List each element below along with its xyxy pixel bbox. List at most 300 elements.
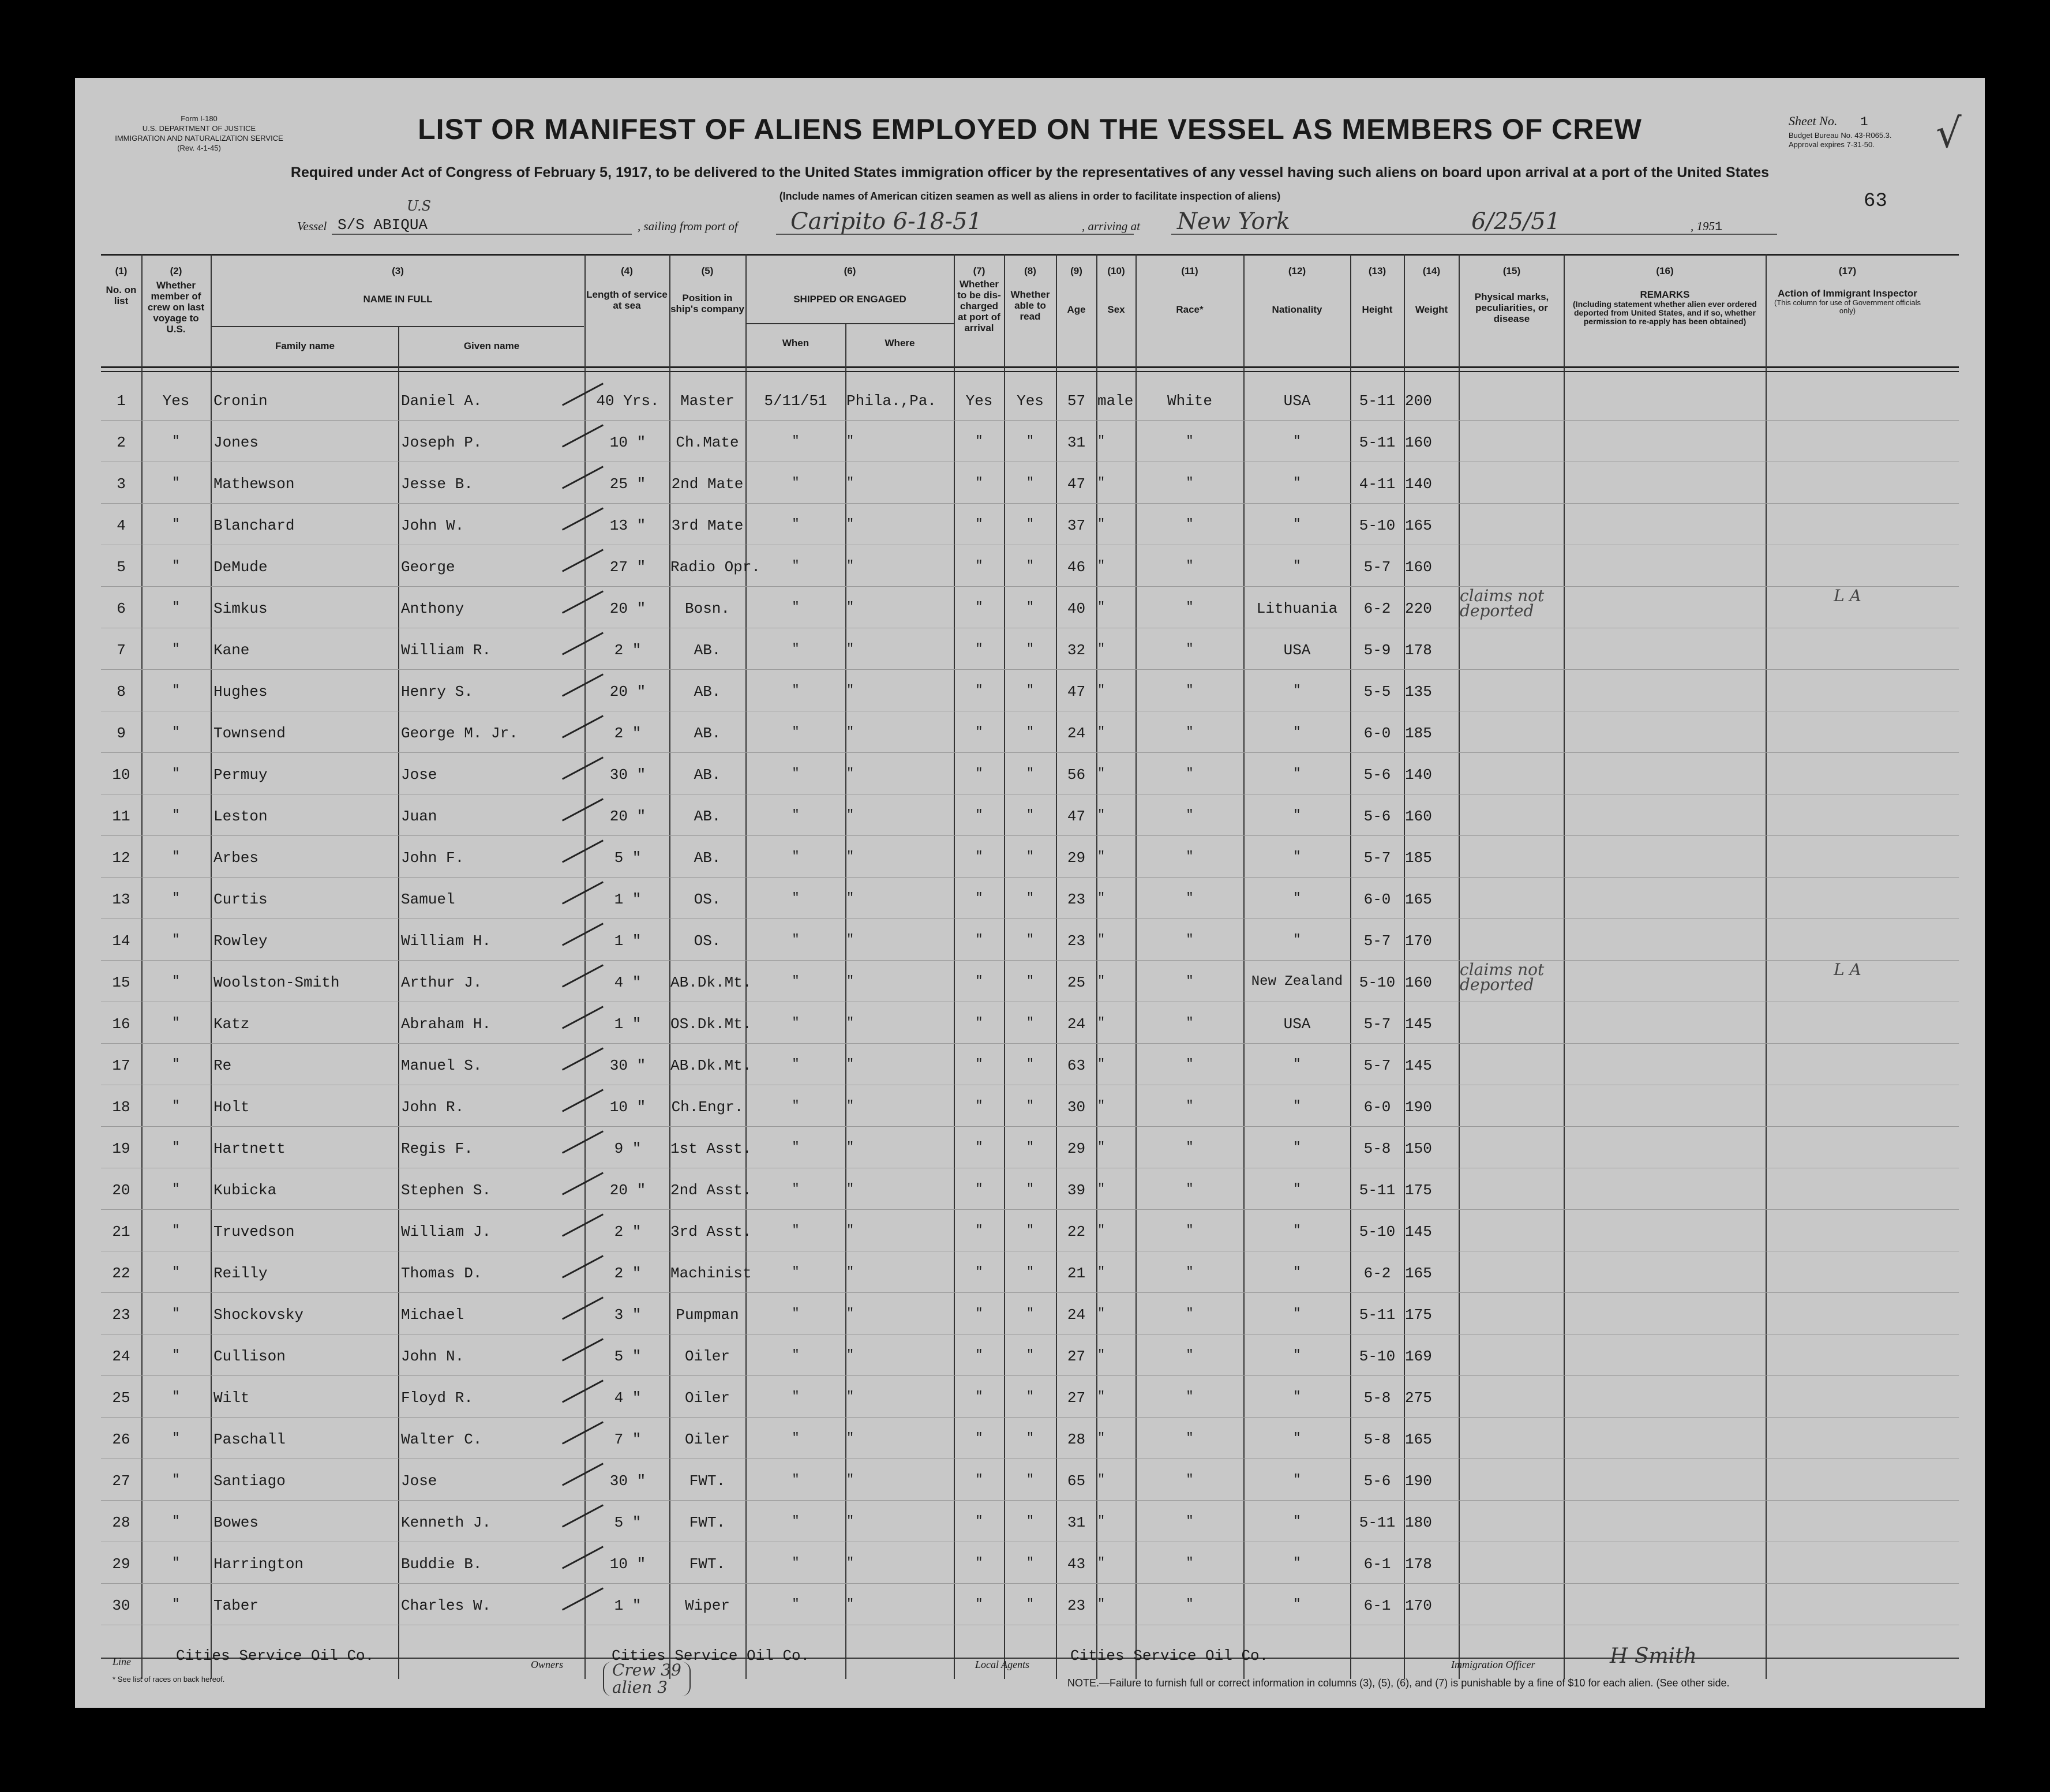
- cell-read: ": [1026, 849, 1035, 864]
- cell-nat: ": [1293, 1140, 1301, 1154]
- cell-nat: ": [1293, 1099, 1301, 1113]
- cell-race: ": [1186, 1140, 1194, 1154]
- cell-read: ": [1026, 932, 1035, 947]
- cell-when: ": [792, 1265, 800, 1279]
- cell-disch: ": [975, 1348, 983, 1362]
- cell-nat: New Zealand: [1251, 974, 1343, 989]
- cell-nat: ": [1293, 683, 1301, 698]
- cell-height: 5-6: [1363, 1472, 1391, 1490]
- cell-height: 5-10: [1359, 1223, 1396, 1240]
- cell-height: 5-6: [1363, 766, 1391, 783]
- row-rule: [101, 835, 1959, 836]
- cell-age: 47: [1067, 808, 1086, 825]
- cell-when: ": [792, 434, 800, 448]
- cell-family: Blanchard: [213, 517, 295, 534]
- cell-service: 2 ": [614, 725, 642, 742]
- cell-nat: ": [1293, 1057, 1301, 1071]
- cell-given: Walter C.: [401, 1431, 482, 1448]
- cell-family: Re: [213, 1057, 232, 1074]
- cell-read: ": [1026, 891, 1035, 905]
- header-col-16-num: (16): [1656, 265, 1674, 276]
- cell-age: 23: [1067, 891, 1086, 908]
- cell-weight: 160: [1405, 558, 1432, 576]
- header-col-11-num: (11): [1181, 265, 1198, 276]
- officer-signature: H Smith: [1610, 1644, 1697, 1668]
- cell-disch: ": [975, 475, 983, 490]
- header-col-12: [1245, 265, 1350, 315]
- cell-weight: 170: [1405, 1597, 1432, 1614]
- cell-no: 22: [112, 1265, 130, 1282]
- cell-given: Jose: [401, 766, 437, 783]
- cell-age: 63: [1067, 1057, 1086, 1074]
- cell-read: ": [1026, 766, 1035, 781]
- header-col-4-num: (4): [621, 265, 633, 276]
- cell-race: ": [1186, 1057, 1194, 1071]
- cell-family: Shockovsky: [213, 1306, 304, 1324]
- cell-height: 5-8: [1363, 1389, 1391, 1407]
- cell-where: ": [846, 1514, 855, 1528]
- cell-age: 22: [1067, 1223, 1086, 1240]
- cell-nat: ": [1293, 1182, 1301, 1196]
- cell-nat: ": [1293, 1223, 1301, 1238]
- cell-disch: ": [975, 1514, 983, 1528]
- cell-age: 29: [1067, 1140, 1086, 1157]
- cell-when: ": [792, 1472, 800, 1487]
- cell-age: 46: [1067, 558, 1086, 576]
- cell-where: ": [846, 683, 855, 698]
- cell-when: ": [792, 891, 800, 905]
- cell-prev: ": [172, 683, 180, 698]
- cell-age: 56: [1067, 766, 1086, 783]
- row-rule: [101, 1043, 1959, 1044]
- cell-age: 24: [1067, 1306, 1086, 1324]
- header-when: When: [782, 338, 809, 348]
- cell-race: White: [1167, 392, 1212, 410]
- cell-where: ": [846, 600, 855, 614]
- cell-where: ": [846, 808, 855, 822]
- cell-disch: ": [975, 974, 983, 988]
- cell-age: 30: [1067, 1099, 1086, 1116]
- cell-position: 3rd Asst.: [670, 1223, 752, 1240]
- cell-prev: Yes: [162, 392, 190, 410]
- cell-when: 5/11/51: [764, 392, 827, 410]
- cell-when: ": [792, 1015, 800, 1030]
- cell-age: 43: [1067, 1555, 1086, 1573]
- cell-nat: ": [1293, 1348, 1301, 1362]
- cell-service: 5 ": [614, 1514, 642, 1531]
- cell-given: Stephen S.: [401, 1182, 492, 1199]
- cell-race: ": [1186, 434, 1194, 448]
- cell-service: 25 ": [609, 475, 646, 493]
- cell-weight: 190: [1405, 1472, 1432, 1490]
- header-col-13: [1351, 265, 1403, 315]
- cell-sex: ": [1097, 434, 1105, 448]
- cell-read: ": [1026, 1389, 1035, 1404]
- cell-given: John R.: [401, 1099, 464, 1116]
- cell-weight: 180: [1405, 1514, 1432, 1531]
- cell-prev: ": [172, 1140, 180, 1154]
- cell-where: ": [846, 725, 855, 739]
- cell-read: ": [1026, 642, 1035, 656]
- cell-disch: ": [975, 642, 983, 656]
- cell-nat: ": [1293, 1306, 1301, 1321]
- row-rule: [101, 586, 1959, 587]
- cell-given: Joseph P.: [401, 434, 482, 451]
- cell-disch: ": [975, 683, 983, 698]
- cell-disch: ": [975, 517, 983, 531]
- cell-where: ": [846, 475, 855, 490]
- cell-weight: 145: [1405, 1015, 1432, 1033]
- cell-disch: ": [975, 600, 983, 614]
- header-col-15-num: (15): [1502, 265, 1521, 276]
- cell-position: Oiler: [684, 1389, 730, 1407]
- cell-disch: ": [975, 891, 983, 905]
- cell-service: 2 ": [614, 1223, 642, 1240]
- cell-sex: ": [1097, 475, 1105, 490]
- cell-given: Michael: [401, 1306, 464, 1324]
- cell-no: 20: [112, 1182, 130, 1199]
- header-col-2-text: Whether member of crew on last voyage to U.S.: [147, 280, 205, 335]
- cell-disch: ": [975, 558, 983, 573]
- cell-no: 19: [112, 1140, 130, 1157]
- cell-height: 5-9: [1363, 642, 1391, 659]
- cell-service: 27 ": [609, 558, 646, 576]
- cell-disch: ": [975, 1099, 983, 1113]
- cell-weight: 140: [1405, 475, 1432, 493]
- cell-age: 47: [1067, 683, 1086, 700]
- cell-position: OS.: [694, 932, 721, 950]
- cell-weight: 165: [1405, 891, 1432, 908]
- cell-race: ": [1186, 600, 1194, 614]
- alien-count: alien 3: [612, 1678, 668, 1697]
- cell-when: ": [792, 1514, 800, 1528]
- crew-count: Crew 39: [612, 1660, 681, 1679]
- cell-race: ": [1186, 974, 1194, 988]
- cell-no: 9: [117, 725, 126, 742]
- cell-disch: Yes: [965, 392, 993, 410]
- line-label: Line: [113, 1656, 132, 1667]
- header-col-15: [1460, 265, 1564, 324]
- year-prefix: , 195: [1691, 219, 1715, 233]
- header-col-3: [212, 265, 584, 305]
- cell-service: 30 ": [609, 1472, 646, 1490]
- cell-marks: claims not deported: [1460, 586, 1545, 620]
- cell-sex: ": [1097, 891, 1105, 905]
- cell-read: ": [1026, 1514, 1035, 1528]
- cell-prev: ": [172, 725, 180, 739]
- cell-position: Machinist: [670, 1265, 752, 1282]
- row-rule: [101, 960, 1959, 961]
- header-col-7: [955, 265, 1003, 333]
- cell-weight: 165: [1405, 1265, 1432, 1282]
- cell-weight: 175: [1405, 1306, 1432, 1324]
- row-rule: [101, 420, 1959, 421]
- cell-no: 21: [112, 1223, 130, 1240]
- form-number: Form I-180: [181, 114, 218, 123]
- cell-height: 5-7: [1363, 932, 1391, 950]
- header-col-4-text: Length of service at sea: [586, 289, 668, 311]
- cell-disch: ": [975, 1140, 983, 1154]
- cell-when: ": [792, 1597, 800, 1611]
- cell-nat: ": [1293, 932, 1301, 947]
- cell-position: Master: [680, 392, 734, 410]
- cell-family: Paschall: [213, 1431, 286, 1448]
- cell-position: Oiler: [684, 1348, 730, 1365]
- cell-prev: ": [172, 1306, 180, 1321]
- header-col-8-num: (8): [1024, 265, 1036, 276]
- cell-no: 15: [112, 974, 130, 991]
- cell-sex: ": [1097, 1514, 1105, 1528]
- cell-race: ": [1186, 1015, 1194, 1030]
- cell-when: ": [792, 974, 800, 988]
- cell-race: ": [1186, 1099, 1194, 1113]
- cell-nat: ": [1293, 808, 1301, 822]
- cell-read: ": [1026, 1182, 1035, 1196]
- cell-nat: USA: [1283, 392, 1311, 410]
- cell-no: 29: [112, 1555, 130, 1573]
- cell-given: John N.: [401, 1348, 464, 1365]
- cell-read: ": [1026, 1265, 1035, 1279]
- cell-where: ": [846, 558, 855, 573]
- cell-where: ": [846, 974, 855, 988]
- cell-no: 27: [112, 1472, 130, 1490]
- cell-height: 6-0: [1363, 725, 1391, 742]
- header-col-16: [1565, 265, 1765, 326]
- sailing-label: , sailing from port of: [638, 219, 738, 233]
- cell-prev: ": [172, 517, 180, 531]
- cell-weight: 165: [1405, 517, 1432, 534]
- cell-weight: 170: [1405, 932, 1432, 950]
- cell-service: 10 ": [609, 1555, 646, 1573]
- cell-sex: ": [1097, 1140, 1105, 1154]
- cell-action: L A: [1834, 586, 1861, 605]
- cell-service: 4 ": [614, 974, 642, 991]
- cell-family: Holt: [213, 1099, 250, 1116]
- cell-where: Phila.,Pa.: [846, 392, 937, 410]
- cell-height: 5-11: [1359, 1306, 1396, 1324]
- cell-height: 5-10: [1359, 1348, 1396, 1365]
- cell-weight: 150: [1405, 1140, 1432, 1157]
- cell-given: Buddie B.: [401, 1555, 482, 1573]
- cell-position: Pumpman: [676, 1306, 739, 1324]
- cell-position: FWT.: [689, 1472, 726, 1490]
- cell-age: 57: [1067, 392, 1086, 410]
- cell-no: 11: [112, 808, 130, 825]
- cell-disch: ": [975, 1265, 983, 1279]
- cell-nat: ": [1293, 1514, 1301, 1528]
- cell-nat: ": [1293, 1472, 1301, 1487]
- cell-action: L A: [1834, 960, 1861, 979]
- cell-no: 8: [117, 683, 126, 700]
- cell-position: Ch.Mate: [676, 434, 739, 451]
- cell-race: ": [1186, 642, 1194, 656]
- cell-service: 13 ": [609, 517, 646, 534]
- cell-height: 6-0: [1363, 891, 1391, 908]
- cell-nat: ": [1293, 891, 1301, 905]
- cell-sex: ": [1097, 1597, 1105, 1611]
- cell-no: 24: [112, 1348, 130, 1365]
- cell-no: 12: [112, 849, 130, 867]
- header-col-14-text: Weight: [1415, 304, 1448, 315]
- cell-weight: 190: [1405, 1099, 1432, 1116]
- cell-no: 1: [117, 392, 126, 410]
- cell-disch: ": [975, 1431, 983, 1445]
- cell-nat: ": [1293, 1555, 1301, 1570]
- cell-where: ": [846, 1389, 855, 1404]
- header-col-13-text: Height: [1362, 304, 1393, 315]
- header-col-14: [1405, 265, 1458, 315]
- cell-height: 5-11: [1359, 1182, 1396, 1199]
- header-col-12-text: Nationality: [1272, 304, 1322, 315]
- row-rule: [101, 1500, 1959, 1501]
- cell-read: ": [1026, 1057, 1035, 1071]
- cell-prev: ": [172, 1348, 180, 1362]
- fine-note-text: —Failure to furnish full or correct information in columns (3), (5), (6), and (7) is punishable by a fine of $10 for each alien. (See other side.: [1099, 1677, 1730, 1689]
- cell-weight: 165: [1405, 1431, 1432, 1448]
- cell-no: 2: [117, 434, 126, 451]
- cell-where: ": [846, 1306, 855, 1321]
- cell-family: Wilt: [213, 1389, 250, 1407]
- cell-race: ": [1186, 1555, 1194, 1570]
- cell-weight: 200: [1405, 392, 1432, 410]
- cell-nat: ": [1293, 1431, 1301, 1445]
- cell-where: ": [846, 1015, 855, 1030]
- cell-nat: ": [1293, 1265, 1301, 1279]
- cell-position: AB.: [694, 766, 721, 783]
- cell-prev: ": [172, 974, 180, 988]
- cell-race: ": [1186, 766, 1194, 781]
- header-col-11: [1137, 265, 1243, 315]
- cell-family: Reilly: [213, 1265, 268, 1282]
- cell-disch: ": [975, 1555, 983, 1570]
- cell-height: 4-11: [1359, 475, 1396, 493]
- cell-when: ": [792, 1099, 800, 1113]
- owners-label: Owners: [531, 1659, 564, 1670]
- header-col-1-text: No. on list: [106, 284, 137, 306]
- header-col-14-num: (14): [1422, 265, 1441, 276]
- approval-expiry: Approval expires 7-31-50.: [1789, 140, 1875, 149]
- cell-sex: ": [1097, 1431, 1105, 1445]
- cell-race: ": [1186, 1348, 1194, 1362]
- cell-no: 3: [117, 475, 126, 493]
- cell-age: 23: [1067, 932, 1086, 950]
- header-col-17-text: Action of Immigrant Inspector: [1778, 288, 1917, 299]
- cell-read: ": [1026, 1431, 1035, 1445]
- header-col-17: [1767, 265, 1928, 315]
- header-col-4: [586, 265, 668, 311]
- cell-age: 21: [1067, 1265, 1086, 1282]
- cell-sex: ": [1097, 766, 1105, 781]
- cell-family: DeMude: [213, 558, 268, 576]
- cell-given: George M. Jr.: [401, 725, 518, 742]
- header-col-8-text: Whether able to read: [1010, 289, 1050, 322]
- cell-age: 24: [1067, 1015, 1086, 1033]
- cell-given: Charles W.: [401, 1597, 492, 1614]
- cell-prev: ": [172, 932, 180, 947]
- cell-prev: ": [172, 1555, 180, 1570]
- cell-given: Jose: [401, 1472, 437, 1490]
- cell-prev: ": [172, 1431, 180, 1445]
- cell-position: AB.Dk.Mt.: [670, 974, 752, 991]
- cell-prev: ": [172, 1472, 180, 1487]
- cell-height: 5-7: [1363, 1015, 1391, 1033]
- cell-weight: 135: [1405, 683, 1432, 700]
- cell-position: Wiper: [684, 1597, 730, 1614]
- cell-family: Hughes: [213, 683, 268, 700]
- header-col-7-text: Whether to be dis-charged at port of arrival: [957, 279, 1001, 333]
- cell-position: FWT.: [689, 1514, 726, 1531]
- cell-sex: ": [1097, 974, 1105, 988]
- cell-race: ": [1186, 891, 1194, 905]
- cell-when: ": [792, 1555, 800, 1570]
- cell-disch: ": [975, 1597, 983, 1611]
- cell-given: Samuel: [401, 891, 455, 908]
- header-col-2-num: (2): [170, 265, 182, 276]
- cell-where: ": [846, 1182, 855, 1196]
- cell-sex: ": [1097, 558, 1105, 573]
- header-col-17-sub: (This column for use of Government officials only): [1774, 298, 1921, 315]
- cell-nat: ": [1293, 1389, 1301, 1404]
- cell-when: ": [792, 1057, 800, 1071]
- cell-service: 30 ": [609, 766, 646, 783]
- cell-race: ": [1186, 1223, 1194, 1238]
- cell-nat: ": [1293, 725, 1301, 739]
- cell-where: ": [846, 1597, 855, 1611]
- cell-disch: ": [975, 434, 983, 448]
- arriving-port: New York: [1177, 208, 1290, 235]
- header-col-2: [143, 265, 209, 335]
- cell-sex: ": [1097, 1099, 1105, 1113]
- cell-service: 3 ": [614, 1306, 642, 1324]
- cell-service: 4 ": [614, 1389, 642, 1407]
- cell-weight: 160: [1405, 434, 1432, 451]
- cell-height: 5-7: [1363, 558, 1391, 576]
- cell-family: Truvedson: [213, 1223, 295, 1240]
- revision: (Rev. 4-1-45): [177, 144, 221, 152]
- cell-service: 20 ": [609, 683, 646, 700]
- cell-when: ": [792, 932, 800, 947]
- cell-when: ": [792, 849, 800, 864]
- cell-no: 6: [117, 600, 126, 617]
- cell-read: ": [1026, 517, 1035, 531]
- department: U.S. DEPARTMENT OF JUSTICE: [142, 124, 256, 133]
- cell-sex: ": [1097, 1389, 1105, 1404]
- header-col-16-text: REMARKS: [1640, 289, 1690, 300]
- include-note: (Include names of American citizen seamen as well as aliens in order to facilitate inspection of aliens): [779, 190, 1281, 202]
- cell-age: 40: [1067, 600, 1086, 617]
- cell-service: 20 ": [609, 1182, 646, 1199]
- cell-given: Daniel A.: [401, 392, 482, 410]
- cell-position: AB.: [694, 849, 721, 867]
- cell-prev: ": [172, 808, 180, 822]
- cell-position: 3rd Mate: [671, 517, 744, 534]
- header-col-9-text: Age: [1067, 304, 1086, 315]
- header-col-3-num: (3): [392, 265, 404, 276]
- cell-no: 4: [117, 517, 126, 534]
- cell-position: 2nd Mate: [671, 475, 744, 493]
- cell-height: 6-2: [1363, 1265, 1391, 1282]
- cell-height: 5-6: [1363, 808, 1391, 825]
- cell-position: FWT.: [689, 1555, 726, 1573]
- cell-age: 24: [1067, 725, 1086, 742]
- cell-where: ": [846, 517, 855, 531]
- cell-race: ": [1186, 558, 1194, 573]
- cell-disch: ": [975, 1472, 983, 1487]
- cell-weight: 145: [1405, 1223, 1432, 1240]
- cell-height: 6-0: [1363, 1099, 1391, 1116]
- cell-read: ": [1026, 683, 1035, 698]
- header-family-name: Family name: [275, 340, 335, 351]
